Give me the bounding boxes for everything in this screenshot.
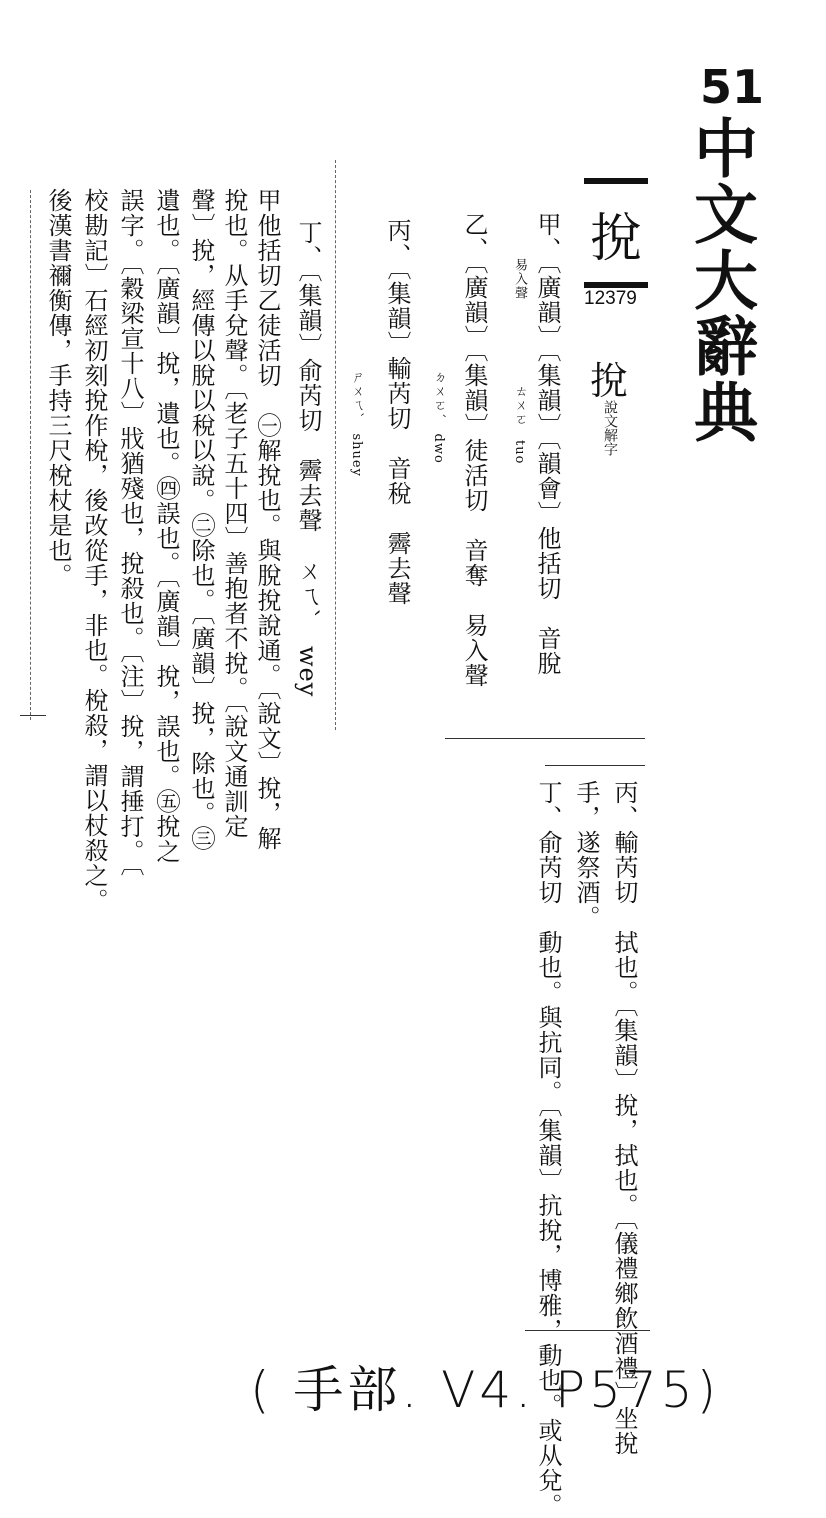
definition-line-6: 校勘記〕石經初刻挩作梲，後改從手，非也。梲殺，謂以杖殺之。 bbox=[80, 188, 108, 913]
secondary-bottom-rule bbox=[525, 1330, 650, 1331]
definition-line-4: 遺也。〔廣韻〕挩，遺也。㊃誤也。〔廣韻〕挩，誤也。㊄挩之 bbox=[152, 188, 180, 864]
page-number: 51 bbox=[700, 60, 765, 114]
secondary-top-rule bbox=[545, 765, 645, 766]
reading-jia-note: 易入聲 ㄊㄨㄛ tuo bbox=[512, 244, 527, 465]
reading-bing: 丙、〔集韻〕輸芮切 音稅 霽去聲 bbox=[383, 218, 411, 606]
mid-divider bbox=[335, 160, 336, 730]
definition-line-5: 誤字。〔穀梁宣十八〕戕猶殘也，挩殺也。〔注〕挩，謂捶打。〔 bbox=[116, 188, 144, 877]
dictionary-title: 中文大辭典 bbox=[683, 115, 758, 445]
headword: 挩 bbox=[589, 208, 642, 269]
secondary-line-ding: 丁、俞芮切 動也。與抗同。〔集韻〕抗挩，博雅，動也。或从兌。 bbox=[534, 780, 562, 1518]
seal-note: 說文解字 bbox=[602, 400, 618, 456]
definition-line-2: 挩也。从手兌聲。〔老子五十四〕善抱者不挩。〔說文通訓定 bbox=[220, 188, 248, 839]
handwritten-annotation: ( 手部. V4. P575) bbox=[250, 1361, 721, 1419]
left-dash bbox=[20, 715, 46, 716]
seal-glyph: 挩 bbox=[590, 359, 629, 403]
entry-number: 12379 bbox=[584, 288, 637, 309]
reading-yi: 乙、〔廣韻〕〔集韻〕徒活切 音奪 易入聲 bbox=[460, 212, 488, 688]
definition-line-7: 後漢書禰衡傳，手持三尺梲杖是也。 bbox=[44, 188, 72, 588]
left-margin-rule bbox=[30, 190, 31, 720]
mid-rule bbox=[445, 738, 645, 739]
reading-jia: 甲、〔廣韻〕〔集韻〕〔韻會〕他括切 音脫 bbox=[533, 212, 561, 676]
definition-line-3: 聲〕挩，經傳以脫以稅以說。㊁除也。〔廣韻〕挩，除也。㊂ bbox=[187, 188, 215, 851]
reading-ding: 丁、〔集韻〕俞芮切 霽去聲 ㄨㄟˋ wey bbox=[294, 220, 322, 698]
reading-yi-note: ㄉㄨㄛˊ dwo bbox=[431, 244, 446, 464]
reading-bing-note: ㄕㄨㄟˋ shuey bbox=[349, 244, 364, 477]
headword-box bbox=[584, 178, 648, 288]
secondary-line-bing-cont: 手，遂祭酒。 bbox=[572, 780, 600, 930]
definition-line-1: 甲他括切乙徒活切 ㊀解挩也。與脫挩說通。〔說文〕挩，解 bbox=[253, 188, 281, 851]
secondary-line-bing: 丙、輸芮切 拭也。〔集韻〕挩，拭也。〔儀禮鄉飲酒禮〕坐挩 bbox=[610, 780, 638, 1456]
